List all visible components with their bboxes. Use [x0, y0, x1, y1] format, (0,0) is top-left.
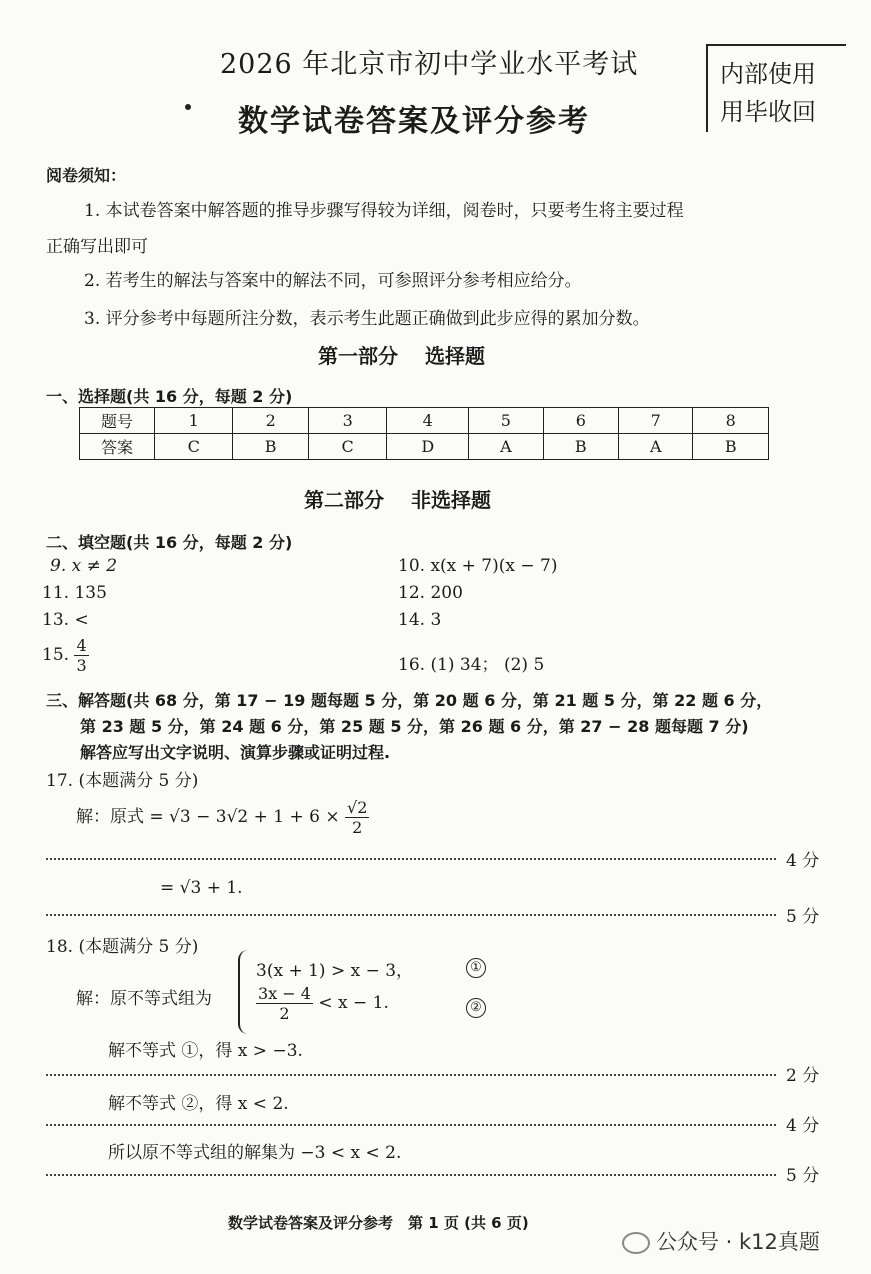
notice-item-1: 1. 本试卷答案中解答题的推导步骤写得较为详细，阅卷时，只要考生将主要过程	[84, 201, 684, 221]
q15-label: 15.	[42, 645, 70, 665]
stamp-line-1: 内部使用	[720, 60, 816, 88]
dotted-leader	[46, 1124, 776, 1126]
question-number: 6	[543, 408, 619, 434]
answer-cell: A	[619, 434, 693, 460]
dotted-leader	[46, 1074, 776, 1076]
answer-q14: 14. 3	[398, 610, 442, 630]
q18-inequality-2	[256, 984, 389, 1023]
q17-fraction	[345, 798, 369, 837]
question-number: 1	[155, 408, 233, 434]
q18-inequality-2-rest: < x − 1.	[318, 993, 389, 1013]
question-number: 5	[469, 408, 543, 434]
q18-step-3: 所以原不等式组的解集为 −3 < x < 2.	[108, 1143, 402, 1163]
answer-cell: B	[543, 434, 619, 460]
answer-cell: C	[155, 434, 233, 460]
notice-heading: 阅卷须知：	[46, 166, 127, 185]
answer-q16: 16. (1) 34； (2) 5	[398, 655, 545, 675]
answer-q12: 12. 200	[398, 583, 463, 603]
document-title: 数学试卷答案及评分参考	[238, 104, 590, 139]
stamp-line-2: 用毕收回	[720, 98, 816, 126]
page-footer: 数学试卷答案及评分参考 第 1 页 (共 6 页)	[228, 1214, 529, 1232]
answer-q9: 9. x ≠ 2	[50, 556, 118, 576]
q17-score-2: 5 分	[786, 907, 820, 927]
q17-frac-numerator: √2	[347, 798, 368, 817]
q18-score-1: 2 分	[786, 1066, 820, 1086]
question-number: 4	[387, 408, 469, 434]
notice-item-3: 3. 评分参考中每题所注分数，表示考生此题正确做到此步应得的累加分数。	[84, 309, 650, 329]
answer-cell: B	[233, 434, 309, 460]
answer-cell: B	[693, 434, 769, 460]
q18-intro: 解：原不等式组为	[76, 989, 212, 1009]
question-number-row	[80, 408, 769, 434]
q17-score-1: 4 分	[786, 851, 820, 871]
q18-step-1: 解不等式 ①，得 x > −3.	[108, 1041, 303, 1061]
notice-item-2: 2. 若考生的解法与答案中的解法不同，可参照评分参考相应给分。	[84, 271, 582, 291]
question-number: 7	[619, 408, 693, 434]
q15-numerator: 4	[76, 636, 87, 655]
part1-heading: 第一部分 选择题	[318, 344, 485, 368]
answer-row	[80, 434, 769, 460]
q18-fraction	[256, 984, 313, 1023]
dotted-leader	[46, 914, 776, 916]
dotted-leader	[46, 858, 776, 860]
exam-title: 2026 年北京市初中学业水平考试	[220, 49, 639, 80]
answer-q13: 13. <	[42, 610, 89, 630]
watermark-text: 公众号 · k12真题	[656, 1230, 820, 1254]
row-label-answer: 答案	[80, 434, 155, 460]
q18-frac-numerator: 3x − 4	[258, 984, 311, 1003]
dotted-leader	[46, 1174, 776, 1176]
answer-q10: 10. x(x + 7)(x − 7)	[398, 556, 558, 576]
marker-1: ①	[466, 956, 486, 978]
q17-expression: 解：原式 = √3 − 3√2 + 1 + 6 ×	[76, 807, 340, 827]
solve-section-heading: 三、解答题(共 68 分，第 17 − 19 题每题 5 分，第 20 题 6 分，第 21 题 5 分，第 22 题 6 分，	[46, 691, 773, 710]
row-label-question: 题号	[80, 408, 155, 434]
q17-frac-denominator: 2	[352, 818, 363, 837]
notice-item-1-cont: 正确写出即可	[46, 237, 148, 257]
q17-step-1	[76, 798, 369, 837]
q18-title: 18. (本题满分 5 分)	[46, 937, 199, 957]
wechat-icon	[622, 1232, 650, 1254]
q18-frac-denominator: 2	[279, 1004, 290, 1023]
answer-table	[79, 407, 769, 460]
marker-2: ②	[466, 996, 486, 1018]
q17-title: 17. (本题满分 5 分)	[46, 771, 199, 791]
solve-section-heading-cont: 第 23 题 5 分，第 24 题 6 分，第 25 题 5 分，第 26 题 6 分，第 27 − 28 题每题 7 分)	[80, 717, 749, 736]
answer-cell: D	[387, 434, 469, 460]
q18-score-2: 4 分	[786, 1116, 820, 1136]
choice-section-heading: 一、选择题(共 16 分，每题 2 分)	[46, 387, 293, 406]
question-number: 8	[693, 408, 769, 434]
q18-inequality-1: 3(x + 1) > x − 3，	[256, 961, 414, 981]
confidential-stamp	[706, 44, 846, 132]
fill-section-heading: 二、填空题(共 16 分，每题 2 分)	[46, 533, 293, 552]
q17-step-2: = √3 + 1.	[160, 878, 243, 898]
answer-cell: C	[308, 434, 386, 460]
q15-denominator: 3	[76, 656, 87, 675]
solve-section-instruction: 解答应写出文字说明、演算步骤或证明过程.	[80, 743, 391, 762]
answer-q15	[42, 636, 89, 675]
part2-heading: 第二部分 非选择题	[304, 488, 491, 512]
answer-cell: A	[469, 434, 543, 460]
system-brace	[238, 950, 250, 1034]
q15-fraction	[74, 636, 88, 675]
watermark	[622, 1226, 820, 1256]
question-number: 2	[233, 408, 309, 434]
question-number: 3	[308, 408, 386, 434]
ink-dot	[185, 104, 191, 110]
answer-q11: 11. 135	[42, 583, 107, 603]
q18-step-2: 解不等式 ②，得 x < 2.	[108, 1094, 289, 1114]
q18-score-3: 5 分	[786, 1166, 820, 1186]
